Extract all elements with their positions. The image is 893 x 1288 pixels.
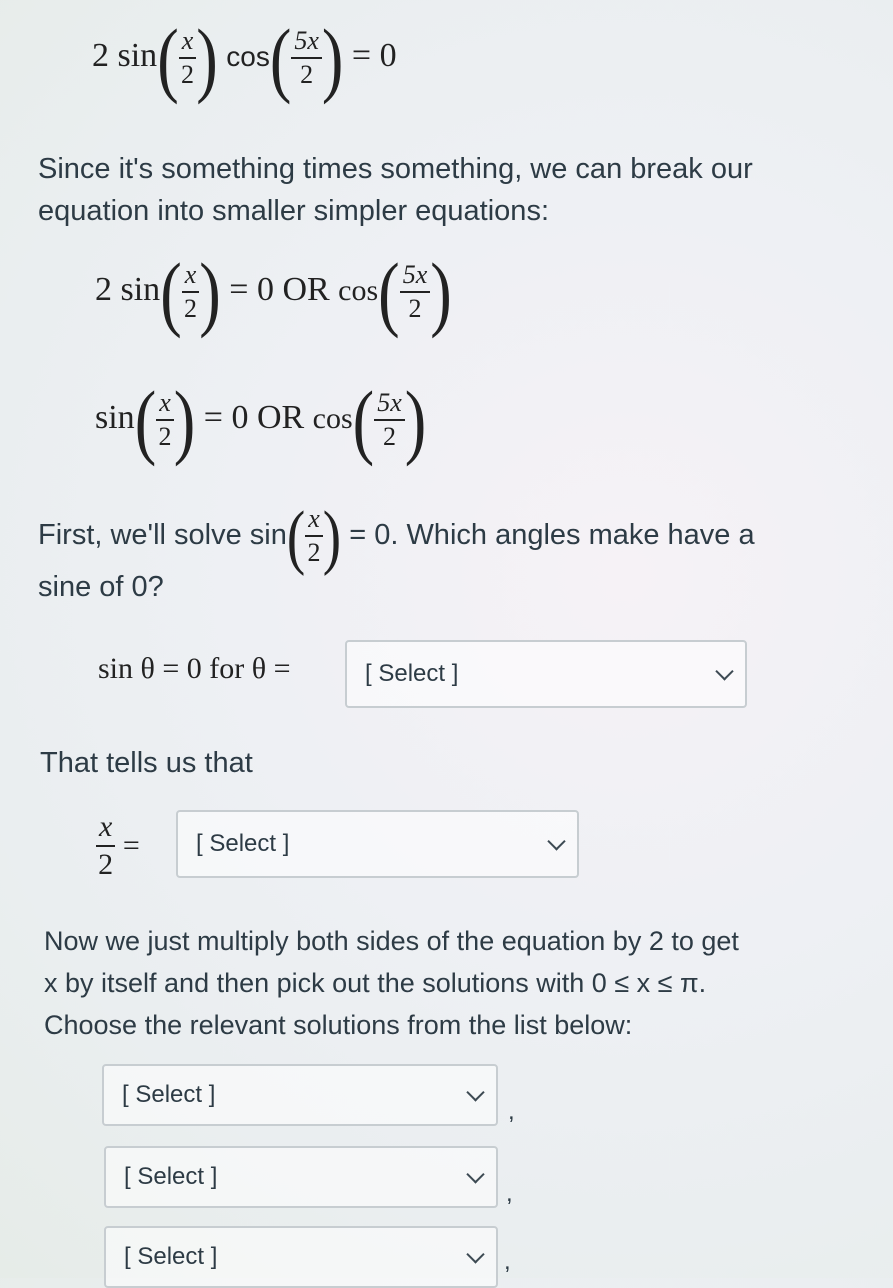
numerator: 5x <box>400 262 431 293</box>
now-text <box>44 920 739 1046</box>
intro-text <box>38 148 753 232</box>
equation-1: 2 sin( $\frac{x}{2}$ ) cos( $\frac{5x}{2}$ ) = 0 <box>92 11 397 105</box>
theta-select[interactable] <box>345 640 747 708</box>
equation-5 <box>96 812 140 880</box>
first-prefix: First, we'll solve sin <box>38 519 287 551</box>
comma: , <box>506 1180 513 1207</box>
first-suffix: = 0. Which angles make have a <box>349 519 755 551</box>
solution-select-2[interactable] <box>104 1146 498 1208</box>
comma: , <box>504 1248 511 1275</box>
sin-label: sin <box>95 399 135 437</box>
tells-text: That tells us that <box>40 747 253 779</box>
equals: = <box>122 829 140 862</box>
numerator: x <box>156 390 174 421</box>
cos-label: cos <box>338 274 379 308</box>
denominator: 2 <box>98 848 114 881</box>
numerator: 5x <box>291 28 322 59</box>
equation-3: sin( $\frac{x}{2}$ ) = 0 OR cos( $\frac{5x}{2}$ ) <box>95 373 427 467</box>
cos-label: cos <box>226 41 270 73</box>
sin-label: sin <box>120 271 161 309</box>
now-line-2: x by itself and then pick out the solutions with 0 ≤ x ≤ π. <box>44 968 707 998</box>
denominator: 2 <box>300 60 314 90</box>
intro-line-2: equation into smaller simpler equations: <box>38 195 549 227</box>
first-solve-text: First, we'll solve sin( $\frac{x}{2}$ ) = 0. Which angles make have a <box>38 496 755 576</box>
comma: , <box>508 1098 515 1125</box>
coefficient: 2 <box>95 271 112 309</box>
select-label: [ Select ] <box>124 1243 218 1270</box>
cos-label: cos <box>312 402 353 436</box>
chevron-down-icon <box>466 1245 484 1263</box>
select-label: [ Select ] <box>124 1163 218 1190</box>
numerator: x <box>179 28 197 59</box>
denominator: 2 <box>180 60 194 90</box>
denominator: 2 <box>307 538 321 568</box>
equals-or: = 0 OR <box>229 271 330 309</box>
x-over-2-select[interactable] <box>176 810 579 878</box>
chevron-down-icon <box>466 1165 484 1183</box>
chevron-down-icon <box>547 832 565 850</box>
chevron-down-icon <box>715 662 733 680</box>
now-line-3: Choose the relevant solutions from the list below: <box>44 1010 633 1040</box>
first-line-2: sine of 0? <box>38 571 164 603</box>
now-line-1: Now we just multiply both sides of the equation by 2 to get <box>44 926 739 956</box>
equation-4: sin θ = 0 for θ = <box>98 652 291 685</box>
solution-select-1[interactable] <box>102 1064 498 1126</box>
denominator: 2 <box>382 422 396 452</box>
denominator: 2 <box>183 294 197 324</box>
coefficient: 2 <box>92 37 109 75</box>
denominator: 2 <box>408 294 422 324</box>
select-label: [ Select ] <box>122 1081 216 1108</box>
numerator: x <box>96 812 115 847</box>
numerator: 5x <box>374 390 405 421</box>
select-label: [ Select ] <box>196 830 290 857</box>
equation-2: 2 sin( $\frac{x}{2}$ ) = 0 OR cos( $\frac{5x}{2}$ ) <box>95 245 452 339</box>
numerator: x <box>305 506 323 537</box>
equals-or: = 0 OR <box>203 399 305 437</box>
sin-label: sin <box>117 37 158 75</box>
select-label: [ Select ] <box>365 660 459 687</box>
intro-line-1: Since it's something times something, we can break our <box>38 153 753 185</box>
rhs: = 0 <box>351 37 397 75</box>
numerator: x <box>182 262 200 293</box>
denominator: 2 <box>158 422 172 452</box>
solution-select-3[interactable] <box>104 1226 498 1288</box>
chevron-down-icon <box>466 1083 484 1101</box>
